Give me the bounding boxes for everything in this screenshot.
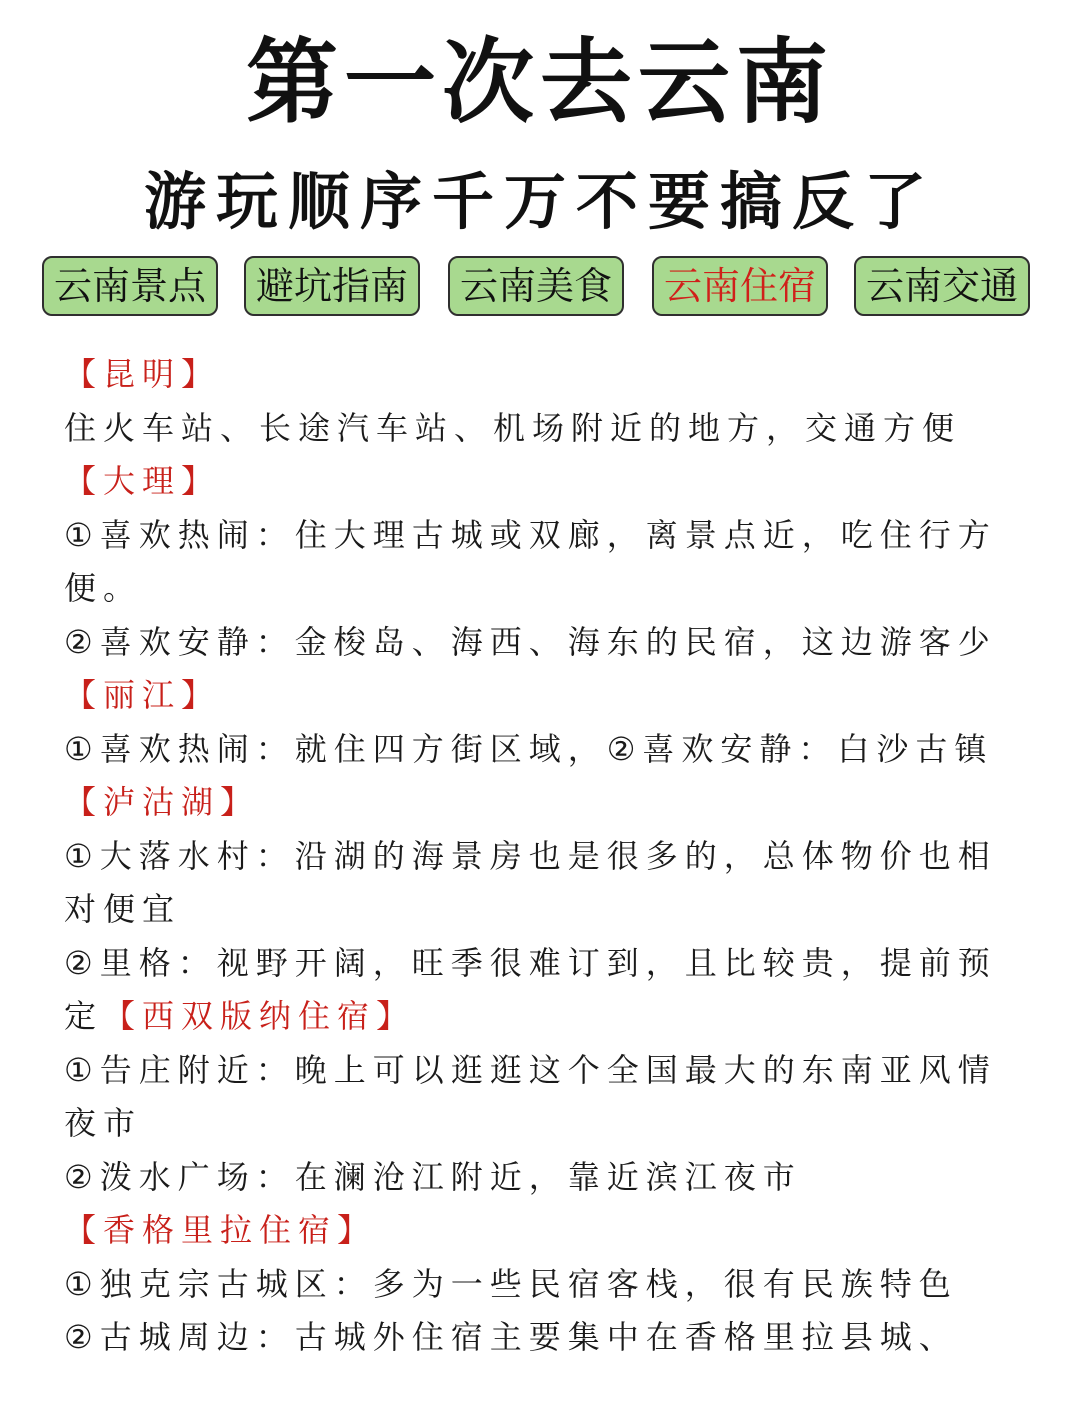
section-heading-lijiang: 【丽江】 — [64, 676, 221, 714]
tab-food[interactable]: 云南美食 — [448, 256, 624, 316]
section-heading-lugu-lake: 【泸沽湖】 — [64, 783, 260, 821]
paragraph-line: ①喜欢热闹：住大理古城或双廊，离景点近，吃住行方 — [64, 515, 997, 554]
paragraph-line: 便。 — [64, 569, 143, 607]
paragraph-line: ②喜欢安静：金梭岛、海西、海东的民宿，这边游客少 — [64, 622, 997, 661]
tag-bar — [0, 256, 1080, 320]
tab-pitfall-guide[interactable]: 避坑指南 — [244, 256, 420, 316]
paragraph-line: 住火车站、长途汽车站、机场附近的地方，交通方便 — [64, 408, 962, 447]
paragraph-line: ①大落水村：沿湖的海景房也是很多的，总体物价也相 — [64, 836, 997, 875]
section-heading-kunming: 【昆明】 — [64, 355, 221, 393]
paragraph-line: ②里格：视野开阔，旺季很难订到，且比较贵，提前预 — [64, 943, 997, 982]
page-title: 第一次去云南 — [245, 29, 834, 136]
paragraph-line: ①喜欢热闹：就住四方街区域，②喜欢安静：白沙古镇 — [64, 729, 994, 768]
section-heading-dali: 【大理】 — [64, 462, 221, 500]
page-subtitle: 游玩顺序千万不要搞反了 — [143, 165, 936, 238]
tab-transport[interactable]: 云南交通 — [854, 256, 1030, 316]
tab-accommodation[interactable]: 云南住宿 — [652, 256, 828, 316]
paragraph-line: 夜市 — [64, 1104, 143, 1142]
paragraph-line: ②泼水广场：在澜沧江附近，靠近滨江夜市 — [64, 1157, 802, 1196]
article-body — [64, 348, 1024, 1365]
paragraph-fragment: 定 — [64, 997, 104, 1035]
paragraph-line: ①独克宗古城区：多为一些民宿客栈，很有民族特色 — [64, 1264, 958, 1303]
paragraph-line: ①告庄附近：晚上可以逛逛这个全国最大的东南亚风情 — [64, 1050, 997, 1089]
section-heading-xishuangbanna: 【西双版纳住宿】 — [103, 997, 416, 1035]
paragraph-line: ②古城周边：古城外住宿主要集中在香格里拉县城、 — [64, 1318, 958, 1356]
tab-attractions[interactable]: 云南景点 — [42, 256, 218, 316]
paragraph-line: 对便宜 — [64, 890, 182, 928]
paragraph-line-mixed — [64, 990, 1024, 1044]
section-heading-shangrila: 【香格里拉住宿】 — [64, 1211, 377, 1249]
